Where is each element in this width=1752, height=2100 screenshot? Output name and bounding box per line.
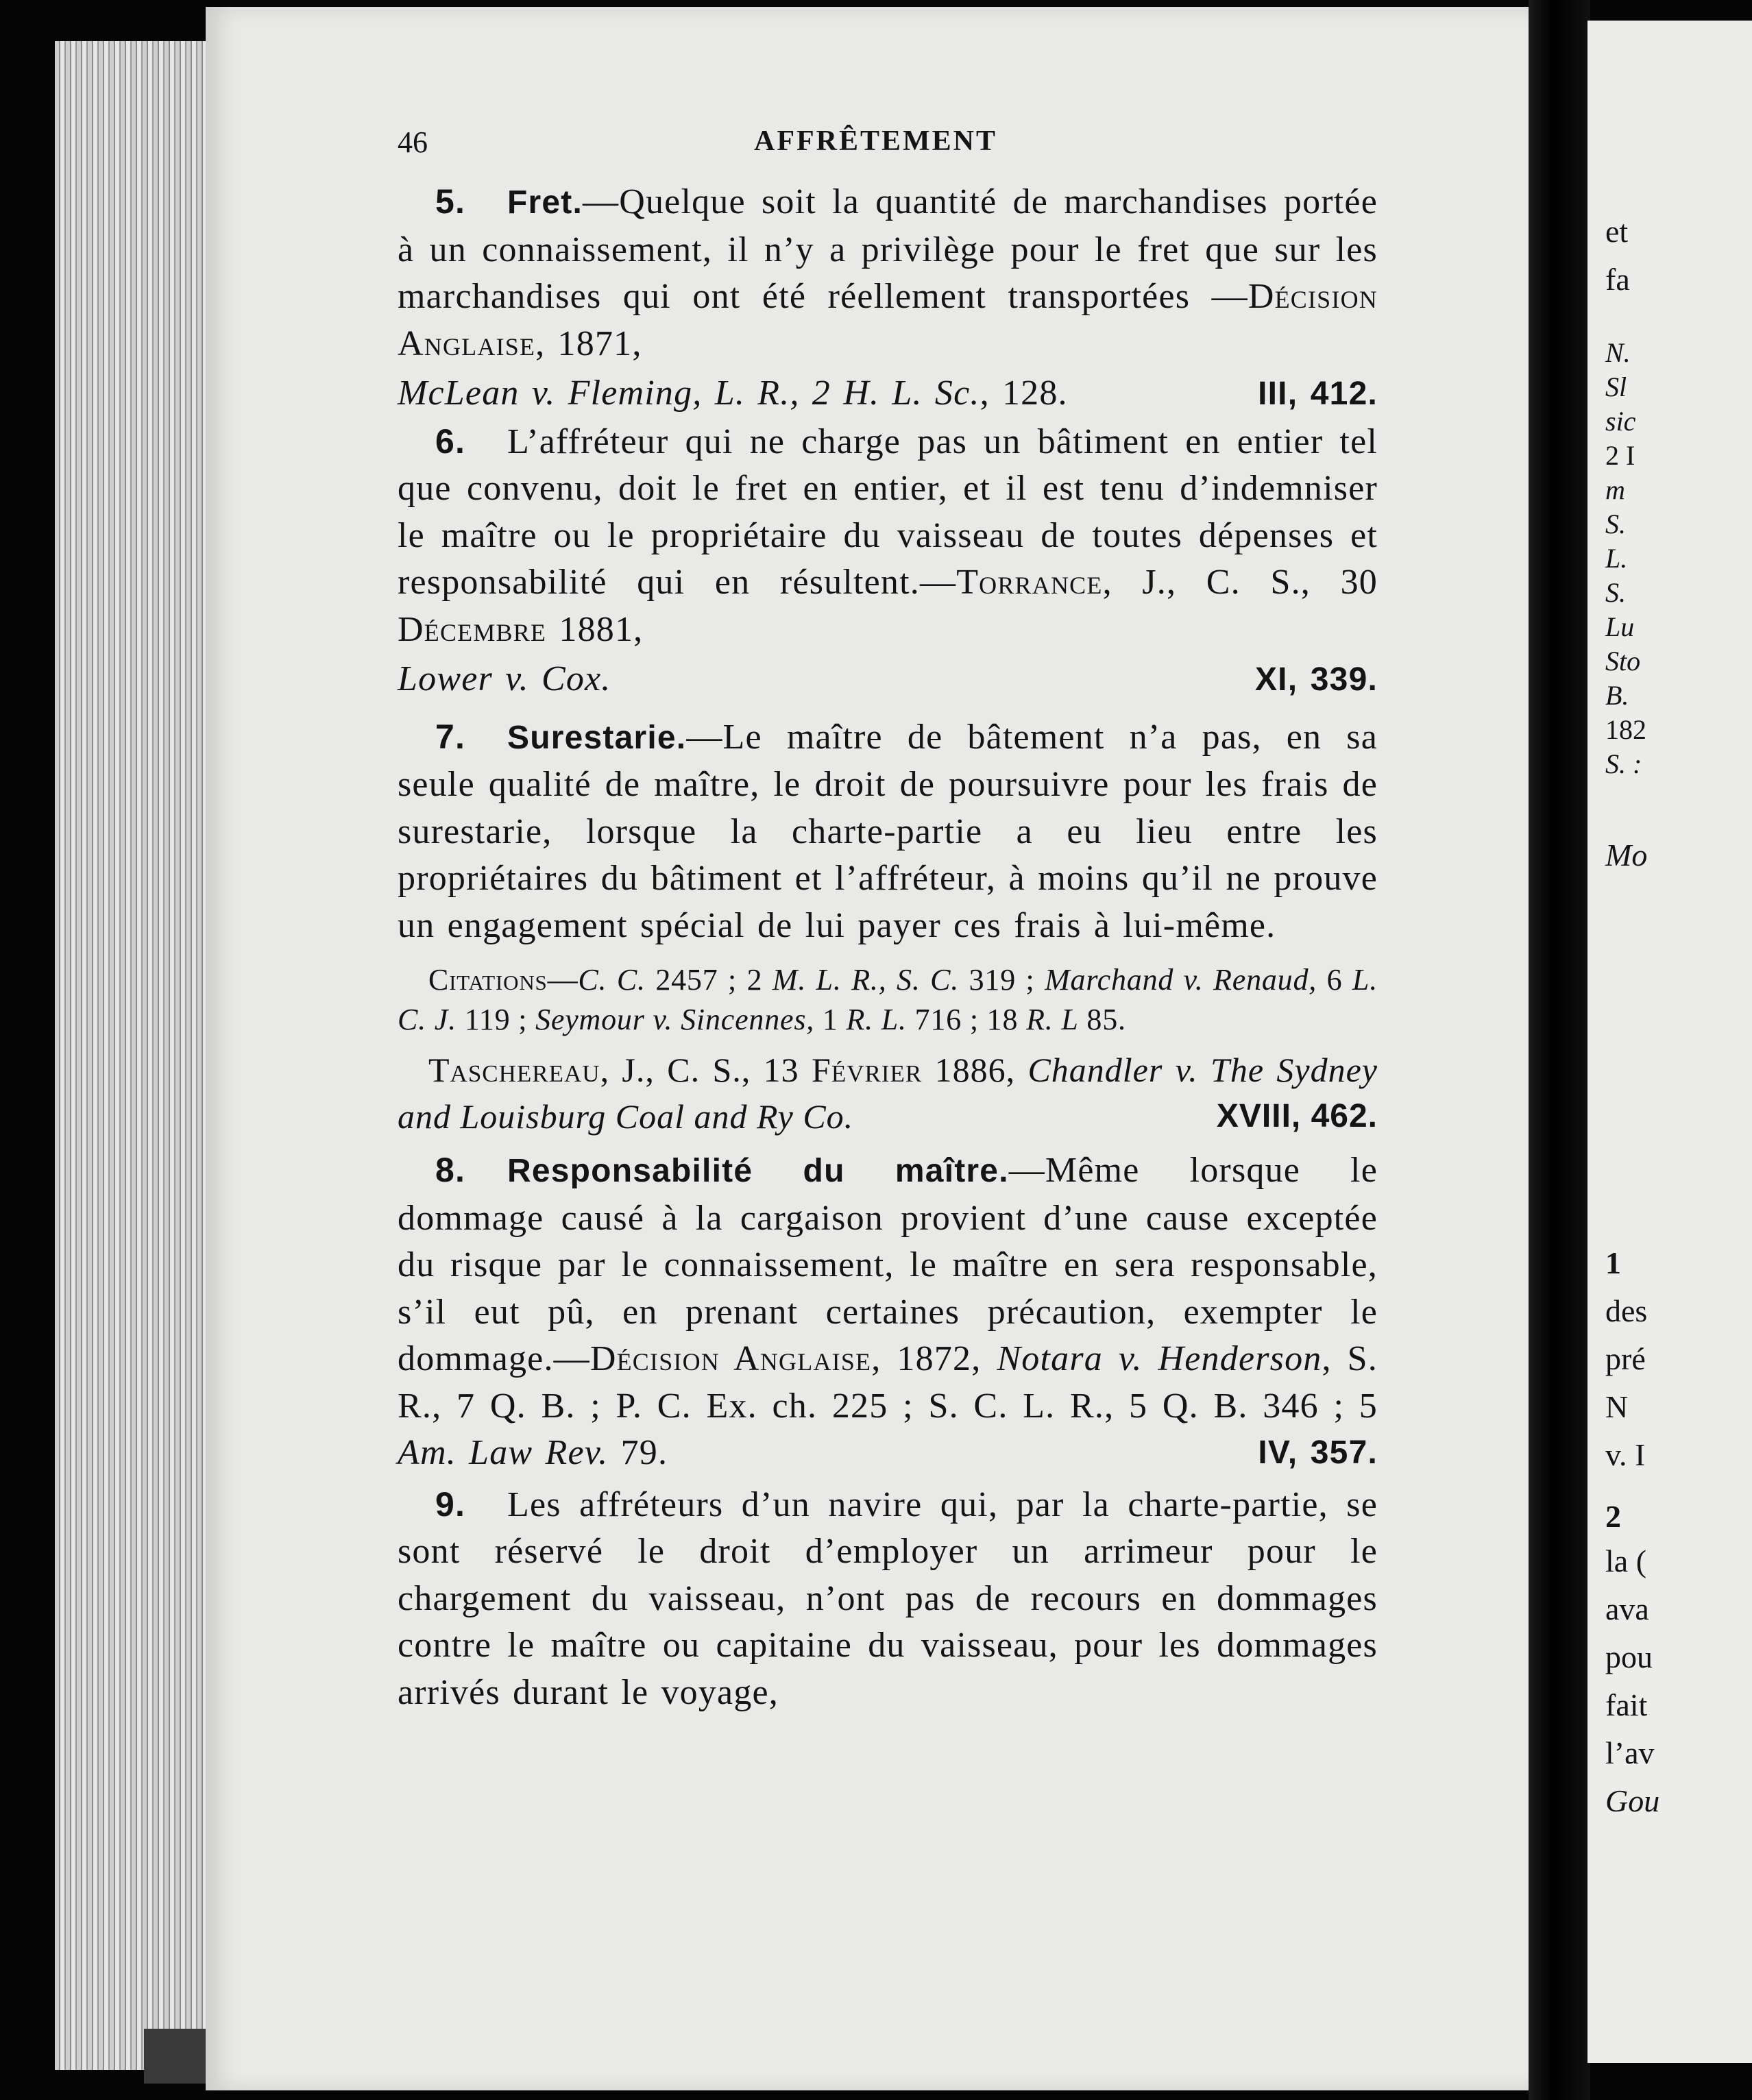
entry-number: 7. bbox=[435, 717, 466, 756]
entry-body: —Quelque soit la quantité de marchandises portée à un connaissement, il n’y a privilège pour le fret que sur les marchandises qui ont été réellement transportées — bbox=[398, 182, 1378, 316]
entry-number: 6. bbox=[435, 422, 466, 461]
right-fragment: pré bbox=[1605, 1341, 1646, 1376]
right-fragment: Sto bbox=[1605, 646, 1641, 676]
right-fragment: S. bbox=[1605, 577, 1626, 608]
right-fragment: S. bbox=[1605, 509, 1626, 539]
right-fragment: pou bbox=[1605, 1639, 1653, 1674]
right-fragment: Sl bbox=[1605, 371, 1627, 402]
right-fragment: N. bbox=[1605, 337, 1631, 368]
right-fragment: sic bbox=[1605, 406, 1636, 437]
entry-6: 6. L’affréteur qui ne charge pas un bâtiment en entier tel que convenu, doit le fret en entier, et il est tenu d’indemniser le maître ou le propriétaire du vaisseau de toutes dépenses et responsabilité qui en résultent.—Torrance, J., C. S., 30 Décembre 1881, Lower v. Cox. XI, 339. bbox=[398, 418, 1378, 704]
right-fragment: Lu bbox=[1605, 611, 1635, 642]
citations: Citations—C. C. 2457 ; 2 M. L. R., S. C. 319 ; Marchand v. Renaud, 6 L. C. J. 119 ; Seymour v. Sincennes, 1 R. L. 716 ; 18 R. L 85. bbox=[398, 963, 1378, 1036]
right-fragment: Gou bbox=[1605, 1783, 1660, 1818]
entry-8: 8. Responsabilité du maître.—Même lorsque le dommage causé à la cargaison provient d’une cause exceptée du risque par le connaissement, le maître en sera responsable, s’il eut pû, en prenant certaines précaution, exempter le dommage.—Décision Anglaise, 1872, Notara v. Henderson, S. R., 7 Q. B. ; P. C. Ex. ch. 225 ; S. C. L. R., 5 Q. B. 346 ; 5 Am. Law Rev. 79. IV, 357. bbox=[398, 1147, 1378, 1477]
volume-reference: XI, 339. bbox=[1254, 661, 1378, 698]
volume-reference: XVIII, 462. bbox=[1216, 1098, 1378, 1134]
entry-number: 5. bbox=[435, 182, 466, 221]
entry-authority: Décision Anglaise bbox=[398, 277, 1378, 363]
right-fragment: 1 bbox=[1605, 1245, 1621, 1280]
right-fragment: 2 I bbox=[1605, 440, 1635, 471]
right-fragment: Mo bbox=[1605, 838, 1648, 872]
page-text bbox=[398, 117, 1378, 1716]
volume-reference: III, 412. bbox=[1258, 376, 1378, 412]
entry-authority: Décision Anglaise bbox=[589, 1339, 872, 1378]
case-name: Chandler v. The Sydney and Louisburg Coal and Ry Co. bbox=[398, 1051, 1378, 1136]
entry-5: 5. Fret.—Quelque soit la quantité de marchandises portée à un connaissement, il n’y a privilège pour le fret que sur les marchandises qui ont été réellement transportées —Décision Anglaise, 1871, McLean v. Fleming, L. R., 2 H. L. Sc., 128. III, 412. bbox=[398, 178, 1378, 418]
right-page-fragment bbox=[1587, 21, 1752, 2063]
entry-body: Les affréteurs d’un navire qui, par la charte-partie, se sont réservé le droit d’employer un arrimeur pour le chargement du vaisseau, n’ont pas de recours en dommages contre le maître ou capitaine du vaisseau, pour les dommages arrivés durant le voyage, bbox=[398, 1485, 1378, 1712]
citations-label: Citations bbox=[428, 963, 548, 997]
volume-reference: IV, 357. bbox=[1258, 1434, 1378, 1471]
right-fragment: fait bbox=[1605, 1687, 1648, 1722]
right-fragment: S. : bbox=[1605, 748, 1642, 779]
entry-7: 7. Surestarie.—Le maître de bâtement n’a pas, en sa seule qualité de maître, le droit de poursuivre pour les frais de surestarie, lorsque la charte-partie a eu lieu entre les propriétaires du bâtiment et l’affréteur, à moins qu’il ne prouve un engagement spécial de lui payer ces frais à lui-même. Citations—C. C. 2457 ; 2 M. L. R., S. C. 319 ; Marchand v. Renaud, 6 L. C. J. 119 ; Seymour v. Sincennes, 1 R. L. 716 ; 18 R. L 85. Taschereau, J., C. S., 13 Février 1886, Chandler v. The Sydney and Louisburg Coal and Ry Co. XVIII, 462. bbox=[398, 713, 1378, 1140]
right-fragment: v. I bbox=[1605, 1437, 1646, 1472]
entry-body: L’affréteur qui ne charge pas un bâtiment en entier tel que convenu, doit le fret en entier, et il est tenu d’indemniser le maître ou le propriétaire du vaisseau de toutes dépenses et responsabilité qui en résultent.— bbox=[398, 422, 1378, 602]
entry-authority: Torrance bbox=[956, 563, 1103, 602]
book-gutter bbox=[1529, 0, 1590, 2100]
case-name: Notara v. Henderson bbox=[997, 1339, 1322, 1378]
right-fragment: des bbox=[1605, 1293, 1648, 1328]
entry-heading: Fret. bbox=[507, 184, 583, 221]
entry-heading: Responsabilité du maître. bbox=[507, 1153, 1009, 1189]
entry-number: 9. bbox=[435, 1485, 466, 1524]
case-name: McLean v. Fleming, L. R. bbox=[398, 374, 790, 413]
right-fragment: et bbox=[1605, 214, 1629, 249]
right-fragment: 2 bbox=[1605, 1499, 1621, 1534]
right-fragment: la ( bbox=[1605, 1543, 1647, 1578]
page-number: 46 bbox=[398, 125, 428, 159]
right-fragment: fa bbox=[1605, 262, 1630, 297]
right-fragment: N bbox=[1605, 1389, 1629, 1424]
running-header bbox=[398, 117, 1378, 178]
right-fragment: L. bbox=[1605, 543, 1628, 574]
entry-body: —Même lorsque le dommage causé à la cargaison provient d’une cause exceptée du risque par le connaissement, le maître en sera responsable, s’il eut pû, en prenant certaines précaution, exempter le dommage.— bbox=[398, 1151, 1378, 1378]
right-fragment: l’av bbox=[1605, 1735, 1655, 1770]
right-fragment: B. bbox=[1605, 680, 1629, 711]
running-title: AFFRÊTEMENT bbox=[754, 125, 998, 157]
right-fragment: m bbox=[1605, 474, 1625, 505]
case-name: Lower v. Cox. bbox=[398, 659, 611, 698]
entry-9 bbox=[398, 1481, 1378, 1717]
entry-number: 8. bbox=[435, 1151, 466, 1189]
entry-heading: Surestarie. bbox=[507, 719, 687, 756]
entry-body: —Le maître de bâtement n’a pas, en sa seule qualité de maître, le droit de poursuivre pour les frais de surestarie, lorsque la charte-partie a eu lieu entre les propriétaires du bâtiment et l’affréteur, à moins qu’il ne prouve un engagement spécial de lui payer ces frais à lui-même. bbox=[398, 717, 1378, 945]
right-fragment: 182 bbox=[1605, 714, 1646, 745]
entry-authority: Taschereau bbox=[428, 1051, 600, 1089]
right-fragment: ava bbox=[1605, 1591, 1649, 1626]
